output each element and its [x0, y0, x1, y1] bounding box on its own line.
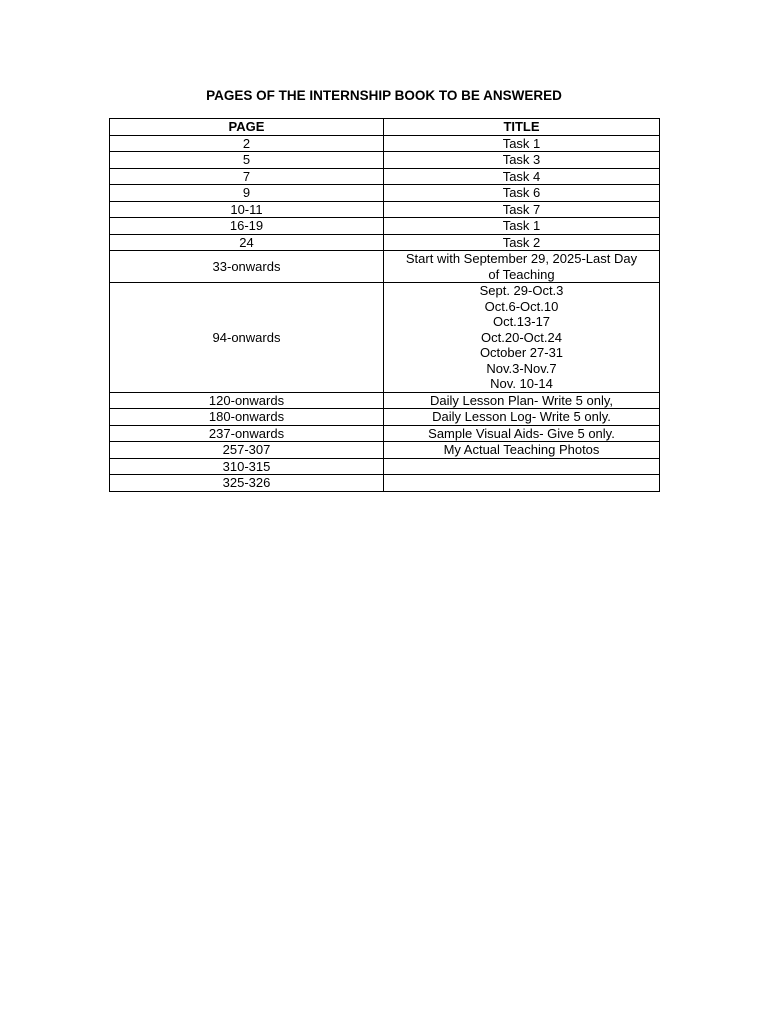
page-cell: 10-11	[110, 201, 384, 218]
title-line: Task 3	[502, 152, 541, 167]
title-cell	[384, 475, 660, 492]
page-cell: 120-onwards	[110, 392, 384, 409]
title-cell	[384, 392, 660, 409]
page-cell: 24	[110, 234, 384, 251]
page-cell: 9	[110, 185, 384, 202]
title-line: Task 2	[502, 234, 541, 250]
title-cell	[384, 251, 660, 283]
title-line: Nov.3-Nov.7	[486, 360, 557, 376]
column-header-title: TITLE	[384, 119, 660, 136]
page-cell: 94-onwards	[110, 283, 384, 393]
title-line: Sept. 29-Oct.3	[479, 283, 564, 298]
table-row	[110, 409, 660, 426]
title-line: My Actual Teaching Photos	[443, 442, 600, 457]
title-line: Task 7	[502, 201, 541, 217]
table-row	[110, 201, 660, 218]
pages-table	[109, 118, 660, 492]
table-row	[110, 185, 660, 202]
title-line: Task 6	[502, 185, 541, 200]
title-line: Oct.20-Oct.24	[481, 329, 562, 345]
title-line: Start with September 29, 2025-Last Day	[405, 251, 638, 266]
page-cell: 180-onwards	[110, 409, 384, 426]
title-line: Oct.6-Oct.10	[484, 298, 559, 314]
page-cell: 5	[110, 152, 384, 169]
table-row	[110, 283, 660, 393]
table-row	[110, 152, 660, 169]
page-cell: 2	[110, 135, 384, 152]
title-cell	[384, 135, 660, 152]
page-cell: 7	[110, 168, 384, 185]
table-row	[110, 251, 660, 283]
table-row	[110, 425, 660, 442]
title-line: Daily Lesson Plan- Write 5 only,	[429, 392, 614, 408]
page-cell: 325-326	[110, 475, 384, 492]
title-cell	[384, 409, 660, 426]
title-line: Nov. 10-14	[490, 376, 553, 391]
page-cell: 257-307	[110, 442, 384, 459]
page-title: PAGES OF THE INTERNSHIP BOOK TO BE ANSWERED	[206, 88, 562, 103]
table-row	[110, 168, 660, 185]
title-line: Sample Visual Aids- Give 5 only.	[428, 425, 615, 441]
table-row	[110, 135, 660, 152]
title-cell	[384, 185, 660, 202]
title-cell	[384, 201, 660, 218]
title-line: Task 1	[502, 135, 541, 151]
table-header-row	[110, 119, 660, 136]
title-cell	[384, 218, 660, 235]
title-cell	[384, 234, 660, 251]
table-row	[110, 218, 660, 235]
page-cell: 310-315	[110, 458, 384, 475]
table-body	[110, 135, 660, 491]
title-line: of Teaching	[488, 266, 555, 282]
title-line: Oct.13-17	[492, 314, 551, 329]
table-row	[110, 458, 660, 475]
column-header-page: PAGE	[110, 119, 384, 136]
title-cell	[384, 458, 660, 475]
title-cell	[384, 442, 660, 459]
title-cell	[384, 168, 660, 185]
table-row	[110, 392, 660, 409]
title-line: October 27-31	[479, 345, 564, 360]
title-line: Task 4	[502, 168, 541, 184]
title-cell	[384, 425, 660, 442]
table-row	[110, 475, 660, 492]
page-cell: 33-onwards	[110, 251, 384, 283]
table-row	[110, 442, 660, 459]
title-line: Daily Lesson Log- Write 5 only.	[432, 409, 611, 424]
page-cell: 16-19	[110, 218, 384, 235]
title-line: Task 1	[502, 218, 541, 233]
title-cell	[384, 283, 660, 393]
title-cell	[384, 152, 660, 169]
page-cell: 237-onwards	[110, 425, 384, 442]
table-row	[110, 234, 660, 251]
